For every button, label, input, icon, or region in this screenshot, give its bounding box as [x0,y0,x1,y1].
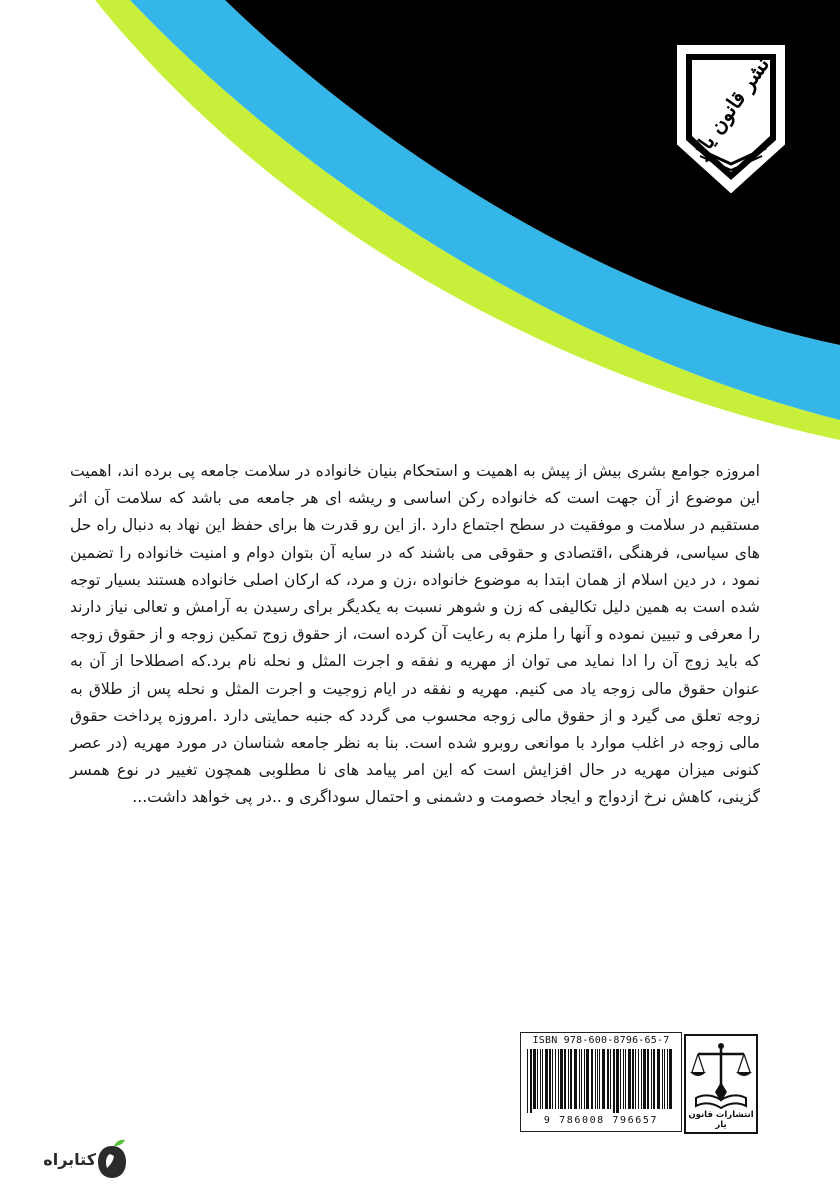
ketabrah-watermark [44,1138,134,1188]
barcode-bar [628,1049,631,1109]
barcode-bar [527,1049,528,1113]
barcode-bar [623,1049,624,1109]
barcode-bar [545,1049,548,1109]
barcode-bar [586,1049,589,1109]
barcode-bar [657,1049,660,1109]
barcode-bar [540,1049,541,1109]
scales-of-justice-icon [686,1036,756,1116]
barcode-bar [635,1049,636,1109]
barcode-bar [662,1049,663,1109]
barcode-bar [581,1049,582,1109]
barcode-bar [595,1049,596,1109]
barcode-bar [552,1049,553,1109]
publisher-logo-calligraphy: نشر قانون یار [687,52,775,162]
barcode-bar [560,1049,563,1109]
back-cover-description: امروزه جوامع بشری بیش از پیش به اهمیت و استحکام بنیان خانواده در سلامت جامعه پی برده اند، اهمیت این موضوع از آن جهت است که خانواده رکن اساسی و ریشه ای هر جامعه می باشد که سلامت آن اثر مستقیم در سلامت و موفقیت در سطح اجتماع دارد .از این رو قدرت ها برای حفظ این نهاد به دنبال راه حل های سیاسی، فرهنگی ،اقتصادی و حقوقی می باشند که در سایه آن بتوان دوام و امنیت خانواده را تضمین نمود ، در دین اسلام از همان ابتدا به موضوع خانواده ،زن و مرد، که ارکان اصلی خانواده هستند بسیار توجه شده است به همین دلیل تکالیفی که زن و شوهر نسبت به یکدیگر برای رسیدن به آرامش و تعالی نیاز دارند را معرفی و تبیین نموده و آنها را ملزم به رعایت آن کرده است، از حقوق زوج تمکین زوجه و از حقوق زوجه که باید زوج آن را ادا نماید می توان از مهریه و نفقه و اجرت المثل و نحله نام برد.که اصطلاحا از آن به عنوان حقوق مالی زوجه یاد می کنیم. مهریه و نفقه در ایام زوجیت و اجرت المثل و نحله پس از طلاق به زوجه تعلق می گیرد و از حقوق مالی زوجه محسوب می گردد که جنبه حمایتی دارد .امروزه پرداخت حقوق مالی زوجه در اغلب موارد با موانعی روبرو شده است. بنا به نظر جامعه شناسان در مورد مهریه (در عصر کنونی میزان مهریه در حال افزایش است که این امر پیامد های نا مطلوبی همچون تغییر در نوع همسر گزینی، کاهش نرخ ازدواج و ایجاد خصومت و دشمنی و احتمال سوداگری و ..در پی خواهد داشت... [70,462,760,807]
ketabrah-logo-icon [94,1138,130,1182]
barcode-bar [599,1049,600,1109]
barcode-bar [667,1049,668,1109]
barcode-bar [579,1049,580,1109]
barcode-bar [632,1049,634,1109]
barcode-digits: 9 786008 796657 [543,1115,659,1126]
barcode-bar [584,1049,585,1109]
barcode-bars [527,1049,675,1113]
barcode-bar [574,1049,577,1109]
barcode-bar [643,1049,646,1109]
barcode-bar [533,1049,536,1109]
barcode-bar [669,1049,672,1109]
barcode-bar [641,1049,642,1109]
watermark-text: کتابراه [43,1150,96,1169]
barcode-bar [597,1049,598,1109]
barcode-bar [607,1049,609,1109]
barcode-bar [620,1049,621,1109]
publisher-seal [684,1034,758,1134]
barcode-bar [564,1049,566,1109]
barcode-bar [570,1049,572,1109]
barcode-bar [653,1049,655,1109]
barcode-bar [616,1049,619,1113]
barcode-bar [610,1049,611,1109]
barcode-bar [558,1049,559,1109]
barcode-bar [549,1049,551,1109]
barcode-bar [568,1049,569,1109]
barcode-bar [537,1049,538,1109]
isbn-label: ISBN 978-600-8796-65-7 [532,1035,670,1046]
barcode-bar [530,1049,532,1113]
barcode-bar [602,1049,605,1109]
barcode-bar [591,1049,593,1109]
isbn-barcode [520,1032,682,1132]
barcode-bar [647,1049,649,1109]
barcode-bar [651,1049,652,1109]
barcode-bar [542,1049,543,1109]
publisher-seal-label: انتشارات قانون یار [688,1110,754,1130]
barcode-bar [664,1049,665,1109]
barcode-bar [638,1049,639,1109]
barcode-bar [613,1049,615,1113]
barcode-bar [625,1049,626,1109]
barcode-bar [555,1049,556,1109]
